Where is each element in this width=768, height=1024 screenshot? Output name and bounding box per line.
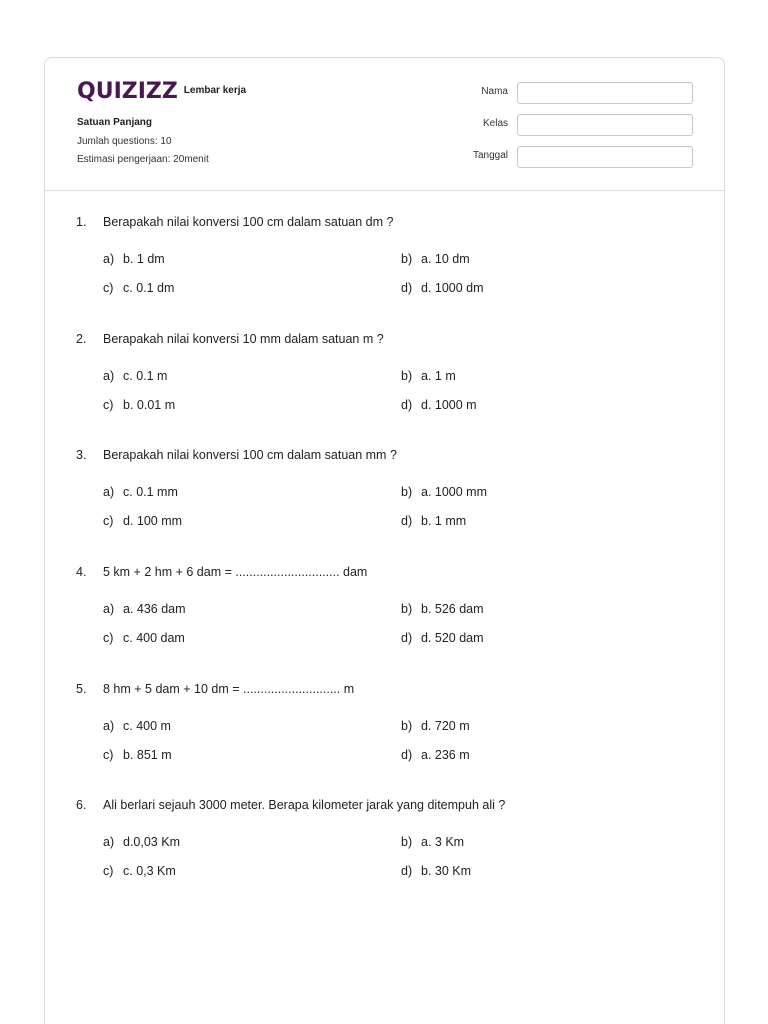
question-number: 4.	[76, 565, 87, 579]
option-text: d. 520 dam	[421, 631, 484, 645]
option-text: b. 851 m	[123, 748, 172, 762]
question-number: 1.	[76, 215, 87, 229]
option-b	[401, 719, 470, 733]
question-number: 2.	[76, 332, 87, 346]
option-c	[103, 398, 175, 412]
option-letter: a)	[103, 369, 115, 383]
option-text: a. 236 m	[421, 748, 470, 762]
option-c	[103, 281, 174, 295]
option-c	[103, 864, 176, 878]
option-letter: b)	[401, 835, 413, 849]
option-c	[103, 514, 182, 528]
option-letter: c)	[103, 864, 114, 878]
question-text: Berapakah nilai konversi 100 cm dalam satuan dm ?	[103, 215, 394, 229]
option-b	[401, 369, 456, 383]
option-text: c. 0.1 mm	[123, 485, 178, 499]
option-letter: c)	[103, 631, 114, 645]
option-letter: b)	[401, 369, 413, 383]
option-letter: c)	[103, 514, 114, 528]
questions-count: Jumlah questions: 10	[77, 136, 172, 147]
question-text: Berapakah nilai konversi 10 mm dalam satuan m ?	[103, 332, 384, 346]
option-text: c. 0.1 dm	[123, 281, 175, 295]
option-text: a. 1000 mm	[421, 485, 488, 499]
option-text: a. 10 dm	[421, 252, 470, 266]
option-text: a. 3 Km	[421, 835, 465, 849]
option-a	[103, 485, 178, 499]
option-text: b. 1 dm	[123, 252, 165, 266]
option-letter: b)	[401, 602, 413, 616]
option-letter: d)	[401, 748, 413, 762]
class-field[interactable]	[517, 114, 693, 136]
option-a	[103, 369, 167, 383]
name-field[interactable]	[517, 82, 693, 104]
quizizz-logo: QUIZIZZ	[77, 79, 178, 104]
option-d	[401, 631, 484, 645]
option-text: b. 1 mm	[421, 514, 467, 528]
option-text: b. 30 Km	[421, 864, 472, 878]
question-text: Berapakah nilai konversi 100 cm dalam satuan mm ?	[103, 448, 397, 462]
option-text: d.0,03 Km	[123, 835, 180, 849]
option-a	[103, 602, 186, 616]
option-d	[401, 514, 466, 528]
option-letter: b)	[401, 719, 413, 733]
option-letter: a)	[103, 252, 115, 266]
option-text: d. 720 m	[421, 719, 470, 733]
option-text: d. 1000 m	[421, 398, 477, 412]
worksheet-title: Satuan Panjang	[77, 117, 153, 128]
option-b	[401, 835, 464, 849]
option-text: c. 400 dam	[123, 631, 185, 645]
option-text: b. 0.01 m	[123, 398, 176, 412]
brand	[77, 80, 246, 104]
option-text: d. 1000 dm	[421, 281, 484, 295]
option-letter: c)	[103, 748, 114, 762]
option-a	[103, 719, 171, 733]
option-b	[401, 485, 487, 499]
option-letter: c)	[103, 398, 114, 412]
option-c	[103, 631, 185, 645]
question-number: 6.	[76, 798, 87, 812]
option-a	[103, 252, 165, 266]
option-letter: b)	[401, 485, 413, 499]
question-number: 5.	[76, 682, 87, 696]
option-text: a. 1 m	[421, 369, 456, 383]
time-estimate: Estimasi pengerjaan: 20menit	[77, 154, 209, 165]
option-text: a. 436 dam	[123, 602, 186, 616]
worksheet-label: Lembar kerja	[183, 85, 247, 96]
option-d	[401, 748, 470, 762]
question-text: Ali berlari sejauh 3000 meter. Berapa kilometer jarak yang ditempuh ali ?	[103, 798, 506, 812]
option-letter: d)	[401, 398, 413, 412]
option-text: b. 526 dam	[421, 602, 484, 616]
option-letter: c)	[103, 281, 114, 295]
date-label: Tanggal	[472, 150, 508, 161]
class-label: Kelas	[482, 118, 508, 129]
option-letter: a)	[103, 719, 115, 733]
option-text: c. 0.1 m	[123, 369, 168, 383]
option-letter: b)	[401, 252, 413, 266]
question-number: 3.	[76, 448, 87, 462]
question-text: 5 km + 2 hm + 6 dam = .............................. dam	[103, 565, 368, 579]
date-field[interactable]	[517, 146, 693, 168]
option-letter: a)	[103, 485, 115, 499]
option-d	[401, 281, 484, 295]
option-b	[401, 252, 470, 266]
option-d	[401, 398, 477, 412]
option-letter: a)	[103, 835, 115, 849]
worksheet-page	[44, 57, 725, 1024]
option-text: c. 0,3 Km	[123, 864, 176, 878]
option-b	[401, 602, 484, 616]
option-letter: d)	[401, 281, 413, 295]
option-d	[401, 864, 471, 878]
option-a	[103, 835, 180, 849]
option-text: d. 100 mm	[123, 514, 183, 528]
question-text: 8 hm + 5 dam + 10 dm = ............................ m	[103, 682, 355, 696]
option-letter: d)	[401, 514, 413, 528]
option-letter: a)	[103, 602, 115, 616]
option-letter: d)	[401, 864, 413, 878]
name-label: Nama	[481, 86, 508, 97]
worksheet-header	[45, 58, 724, 191]
option-text: c. 400 m	[123, 719, 171, 733]
option-letter: d)	[401, 631, 413, 645]
option-c	[103, 748, 172, 762]
